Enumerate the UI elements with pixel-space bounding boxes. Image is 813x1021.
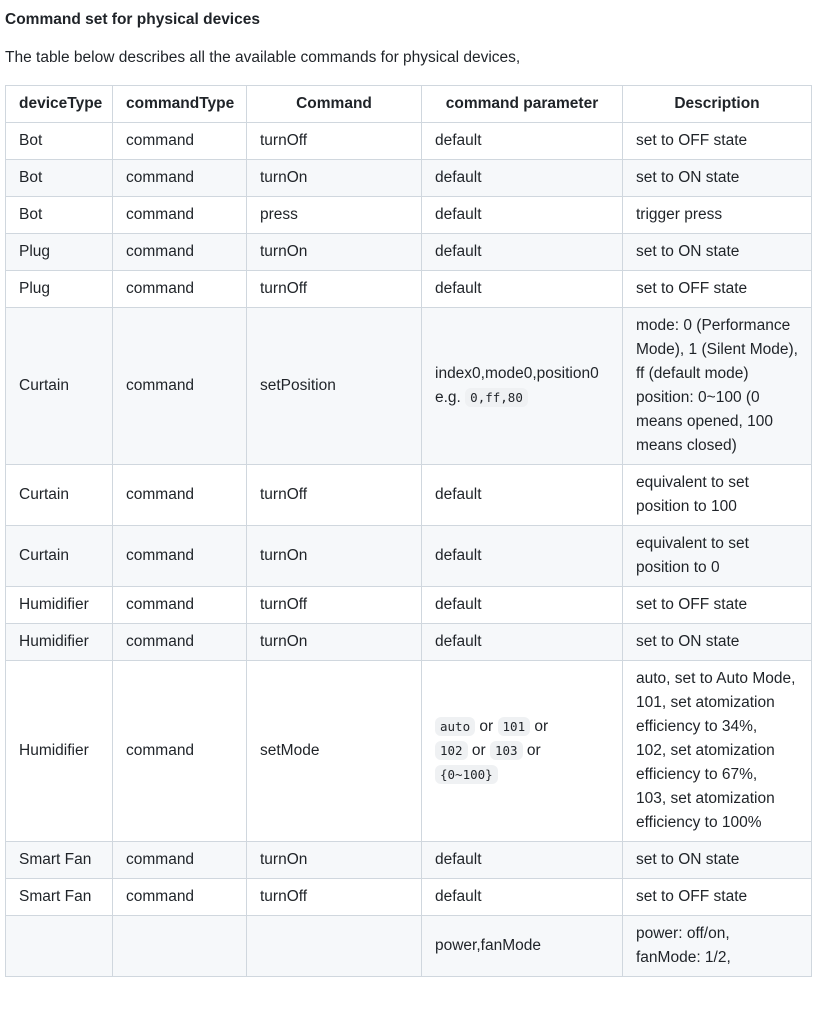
cell-parameter: default bbox=[422, 271, 623, 308]
cell-description: equivalent to set position to 100 bbox=[623, 465, 812, 526]
cell-description: set to ON state bbox=[623, 160, 812, 197]
cell-command-type: command bbox=[113, 271, 247, 308]
parameter-or: or bbox=[471, 742, 486, 759]
parameter-prefix: e.g. bbox=[435, 389, 461, 406]
cell-command-type: command bbox=[113, 526, 247, 587]
description-line: fanMode: 1/2, bbox=[636, 949, 731, 966]
table-row bbox=[6, 624, 812, 661]
cell-command: turnOn bbox=[247, 526, 422, 587]
cell-command-type: command bbox=[113, 661, 247, 842]
cell-description: set to ON state bbox=[623, 842, 812, 879]
parameter-code: {0~100} bbox=[435, 765, 498, 784]
cell-device-type: Bot bbox=[6, 197, 113, 234]
cell-command-type: command bbox=[113, 842, 247, 879]
cell-description: set to OFF state bbox=[623, 123, 812, 160]
description-line: position: 0~100 (0 means opened, 100 means closed) bbox=[636, 389, 774, 454]
header-device-type: deviceType bbox=[6, 86, 113, 123]
cell-command: turnOff bbox=[247, 465, 422, 526]
cell-parameter: default bbox=[422, 624, 623, 661]
parameter-code: 0,ff,80 bbox=[465, 388, 528, 407]
cell-command-type: command bbox=[113, 587, 247, 624]
cell-command: turnOn bbox=[247, 842, 422, 879]
cell-device-type: Bot bbox=[6, 160, 113, 197]
description-line: 101, set atomization efficiency to 34%, bbox=[636, 694, 775, 735]
cell-parameter: default bbox=[422, 587, 623, 624]
cell-command-type: command bbox=[113, 123, 247, 160]
cell-parameter: default bbox=[422, 842, 623, 879]
cell-parameter: default bbox=[422, 234, 623, 271]
cell-command: turnOn bbox=[247, 624, 422, 661]
parameter-code: auto bbox=[435, 717, 475, 736]
cell-command-type: command bbox=[113, 465, 247, 526]
cell-description: equivalent to set position to 0 bbox=[623, 526, 812, 587]
table-row bbox=[6, 271, 812, 308]
table-row bbox=[6, 842, 812, 879]
parameter-or: or bbox=[526, 742, 541, 759]
cell-device-type: Humidifier bbox=[6, 661, 113, 842]
cell-description: set to OFF state bbox=[623, 879, 812, 916]
cell-command: turnOff bbox=[247, 123, 422, 160]
description-line: 103, set atomization efficiency to 100% bbox=[636, 790, 775, 831]
cell-command-type: command bbox=[113, 879, 247, 916]
parameter-code: 101 bbox=[498, 717, 531, 736]
parameter-code: 102 bbox=[435, 741, 468, 760]
cell-device-type: Humidifier bbox=[6, 624, 113, 661]
cell-device-type: Curtain bbox=[6, 526, 113, 587]
cell-description: set to OFF state bbox=[623, 587, 812, 624]
description-line: 102, set atomization efficiency to 67%, bbox=[636, 742, 775, 783]
table-row bbox=[6, 160, 812, 197]
cell-command bbox=[247, 916, 422, 977]
cell-command-type: command bbox=[113, 234, 247, 271]
parameter-text: index0,mode0,position0 bbox=[435, 365, 599, 382]
cell-parameter: default bbox=[422, 465, 623, 526]
cell-device-type: Bot bbox=[6, 123, 113, 160]
description-line: auto, set to Auto Mode, bbox=[636, 670, 796, 687]
cell-command: setPosition bbox=[247, 308, 422, 465]
cell-parameter: default bbox=[422, 123, 623, 160]
table-row bbox=[6, 587, 812, 624]
description-line: power: off/on, bbox=[636, 925, 730, 942]
table-row bbox=[6, 234, 812, 271]
cell-command: turnOn bbox=[247, 160, 422, 197]
cell-device-type: Humidifier bbox=[6, 587, 113, 624]
cell-device-type bbox=[6, 916, 113, 977]
cell-description: set to ON state bbox=[623, 234, 812, 271]
parameter-or: or bbox=[534, 718, 549, 735]
header-command: Command bbox=[247, 86, 422, 123]
cell-description bbox=[623, 916, 812, 977]
cell-parameter: default bbox=[422, 526, 623, 587]
cell-parameter: default bbox=[422, 879, 623, 916]
cell-command: turnOff bbox=[247, 879, 422, 916]
cell-device-type: Smart Fan bbox=[6, 842, 113, 879]
table-row bbox=[6, 661, 812, 842]
cell-command-type: command bbox=[113, 160, 247, 197]
table-row bbox=[6, 308, 812, 465]
cell-command-type: command bbox=[113, 197, 247, 234]
cell-command: press bbox=[247, 197, 422, 234]
cell-command-type: command bbox=[113, 624, 247, 661]
cell-description bbox=[623, 661, 812, 842]
cell-parameter: default bbox=[422, 160, 623, 197]
cell-command-type bbox=[113, 916, 247, 977]
cell-command: turnOff bbox=[247, 271, 422, 308]
table-row bbox=[6, 123, 812, 160]
parameter-code: 103 bbox=[490, 741, 523, 760]
header-command-type: commandType bbox=[113, 86, 247, 123]
commands-table bbox=[5, 85, 812, 977]
table-row bbox=[6, 197, 812, 234]
table-row bbox=[6, 526, 812, 587]
cell-device-type: Plug bbox=[6, 271, 113, 308]
cell-description: trigger press bbox=[623, 197, 812, 234]
cell-description: set to ON state bbox=[623, 624, 812, 661]
table-row bbox=[6, 879, 812, 916]
description-line: mode: 0 (Performance Mode), 1 (Silent Mode), ff (default mode) bbox=[636, 317, 798, 382]
table-row bbox=[6, 465, 812, 526]
table-row bbox=[6, 916, 812, 977]
cell-command: turnOn bbox=[247, 234, 422, 271]
parameter-or: or bbox=[479, 718, 494, 735]
cell-parameter: power,fanMode bbox=[422, 916, 623, 977]
table-header-row bbox=[6, 86, 812, 123]
cell-device-type: Plug bbox=[6, 234, 113, 271]
cell-parameter bbox=[422, 308, 623, 465]
header-command-parameter: command parameter bbox=[422, 86, 623, 123]
section-heading: Command set for physical devices bbox=[5, 11, 260, 28]
cell-command: turnOff bbox=[247, 587, 422, 624]
intro-paragraph: The table below describes all the available commands for physical devices, bbox=[5, 49, 521, 66]
cell-device-type: Smart Fan bbox=[6, 879, 113, 916]
cell-description: set to OFF state bbox=[623, 271, 812, 308]
header-description: Description bbox=[623, 86, 812, 123]
cell-device-type: Curtain bbox=[6, 308, 113, 465]
cell-parameter: default bbox=[422, 197, 623, 234]
cell-description bbox=[623, 308, 812, 465]
cell-command-type: command bbox=[113, 308, 247, 465]
cell-device-type: Curtain bbox=[6, 465, 113, 526]
cell-parameter bbox=[422, 661, 623, 842]
cell-command: setMode bbox=[247, 661, 422, 842]
